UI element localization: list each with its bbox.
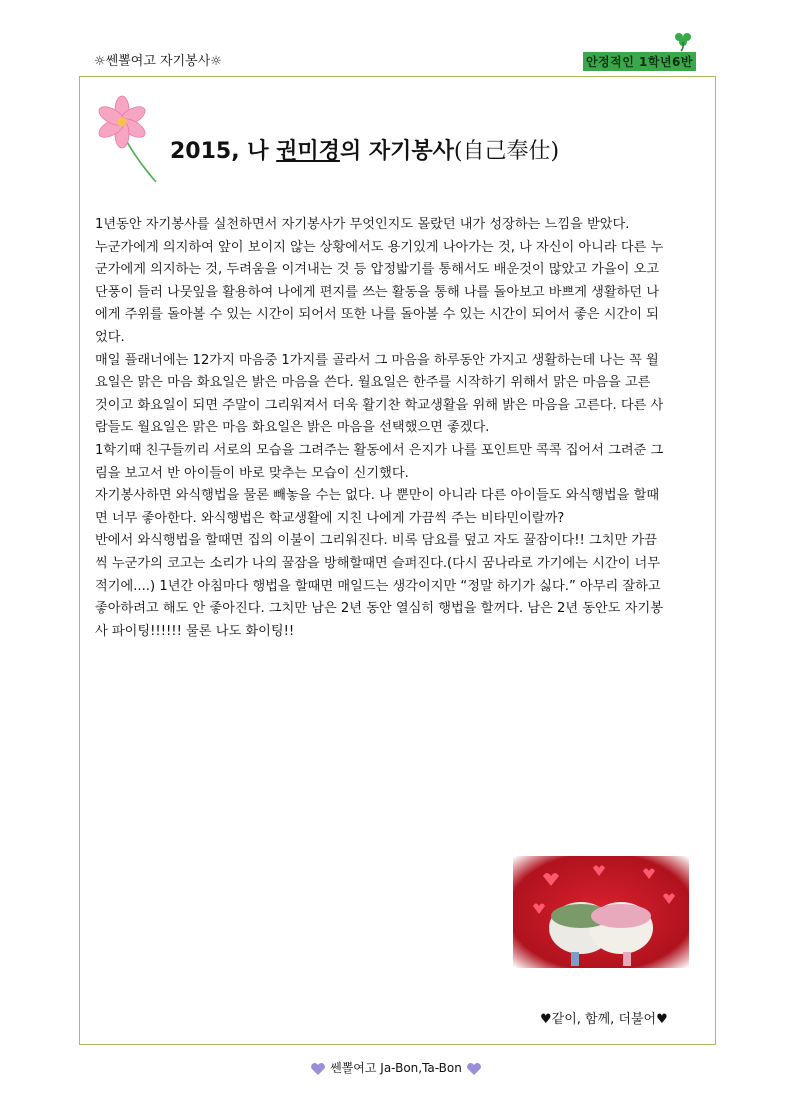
header-left-label: ☼쎈뽈여고 자기봉사☼ bbox=[94, 54, 222, 69]
essay-paragraph: 누군가에게 의지하여 앞이 보이지 않는 상황에서도 용기있게 나아가는 것, 나 자신이 아니라 다른 누군가에게 의지하는 것, 두려움을 이겨내는 것 등 압정밟기를 통해서도 배운것이 많았고 가을이 오고 단풍이 들러 나뭇잎을 활용하여 나에게 편지를 쓰는 활동을 통해 나를 돌아보고 바쁘게 생활하던 나에게 주위를 돌아볼 수 있는 시간이 되어서 또한 나를 돌아볼 수 있는 시간이 되어서 좋은 시간이 되었다. bbox=[95, 239, 664, 345]
essay-paragraph: 1년동안 자기봉사를 실천하면서 자기봉사가 무엇인지도 몰랐던 내가 성장하는 느낌을 받았다. bbox=[95, 217, 630, 232]
title-prefix: 2015, 나 bbox=[170, 139, 277, 164]
essay-paragraph: 1학기때 친구들끼리 서로의 모습을 그려주는 활동에서 은지가 나를 포인트만 콕콕 집어서 그려준 그림을 보고서 반 아이들이 바로 맞추는 모습이 신기했다. bbox=[95, 442, 664, 481]
couple-illustration-image bbox=[513, 856, 689, 968]
header-class-badge: 안정적인 1학년6반 bbox=[583, 52, 696, 71]
essay-paragraph: 반에서 와식행법을 할때면 집의 이불이 그리워진다. 비록 담요를 덮고 자도 꿀잠이다!! 그치만 가끔씩 누군가의 코고는 소리가 나의 꿀잠을 방해할때면 슬퍼진다.(다시 꿈나라로 가기에는 시간이 너무 적기에....) 1년간 아침마다 행법을 할때면 매일드는 생각이지만 “정말 하기가 싫다.” 아무리 잘하고 좋아하려고 해도 안 좋아진다. 그치만 남은 2년 동안 열심히 행법을 할꺼다. 남은 2년 동안도 자기봉사 파이팅!!!!!! 물론 나도 화이팅!! bbox=[95, 533, 663, 639]
clover-icon bbox=[672, 30, 694, 52]
footer bbox=[0, 1059, 792, 1076]
cosmos-flower-icon bbox=[88, 92, 160, 184]
essay-body bbox=[95, 214, 667, 643]
essay-paragraph: 자기봉사하면 와식행법을 물론 빼놓을 수는 없다. 나 뿐만이 아니라 다른 아이들도 와식행법을 할때면 너무 좋아한다. 와식행법은 학교생활에 지친 나에게 가끔씩 주는 비타민이랄까? bbox=[95, 488, 660, 526]
footer-text: 쎈뽈여고 Ja-Bon,Ta-Bon bbox=[330, 1061, 462, 1075]
page-title bbox=[170, 134, 559, 165]
title-hanja: (自己奉仕) bbox=[453, 139, 560, 164]
title-suffix: 의 자기봉사 bbox=[339, 139, 454, 164]
heart-icon bbox=[310, 1062, 326, 1076]
heart-icon bbox=[466, 1062, 482, 1076]
essay-paragraph: 매일 플래너에는 12가지 마음중 1가지를 골라서 그 마음을 하루동안 가지고 생활하는데 나는 꼭 월요일은 맑은 마음 화요일은 밝은 마음을 쓴다. 월요일은 한주를 시작하기 위해서 맑은 마음을 고른 것이고 화요일이 되면 주말이 그리워져서 더욱 활기찬 학교생활을 위해 밝은 마음을 고른다. 다른 사람들도 월요일은 맑은 마음 화요일은 밝은 마음을 선택했으면 좋겠다. bbox=[95, 352, 664, 436]
signature-text: ♥같이, 함께, 더불어♥ bbox=[540, 1012, 668, 1027]
title-name: 권미경 bbox=[276, 139, 340, 164]
